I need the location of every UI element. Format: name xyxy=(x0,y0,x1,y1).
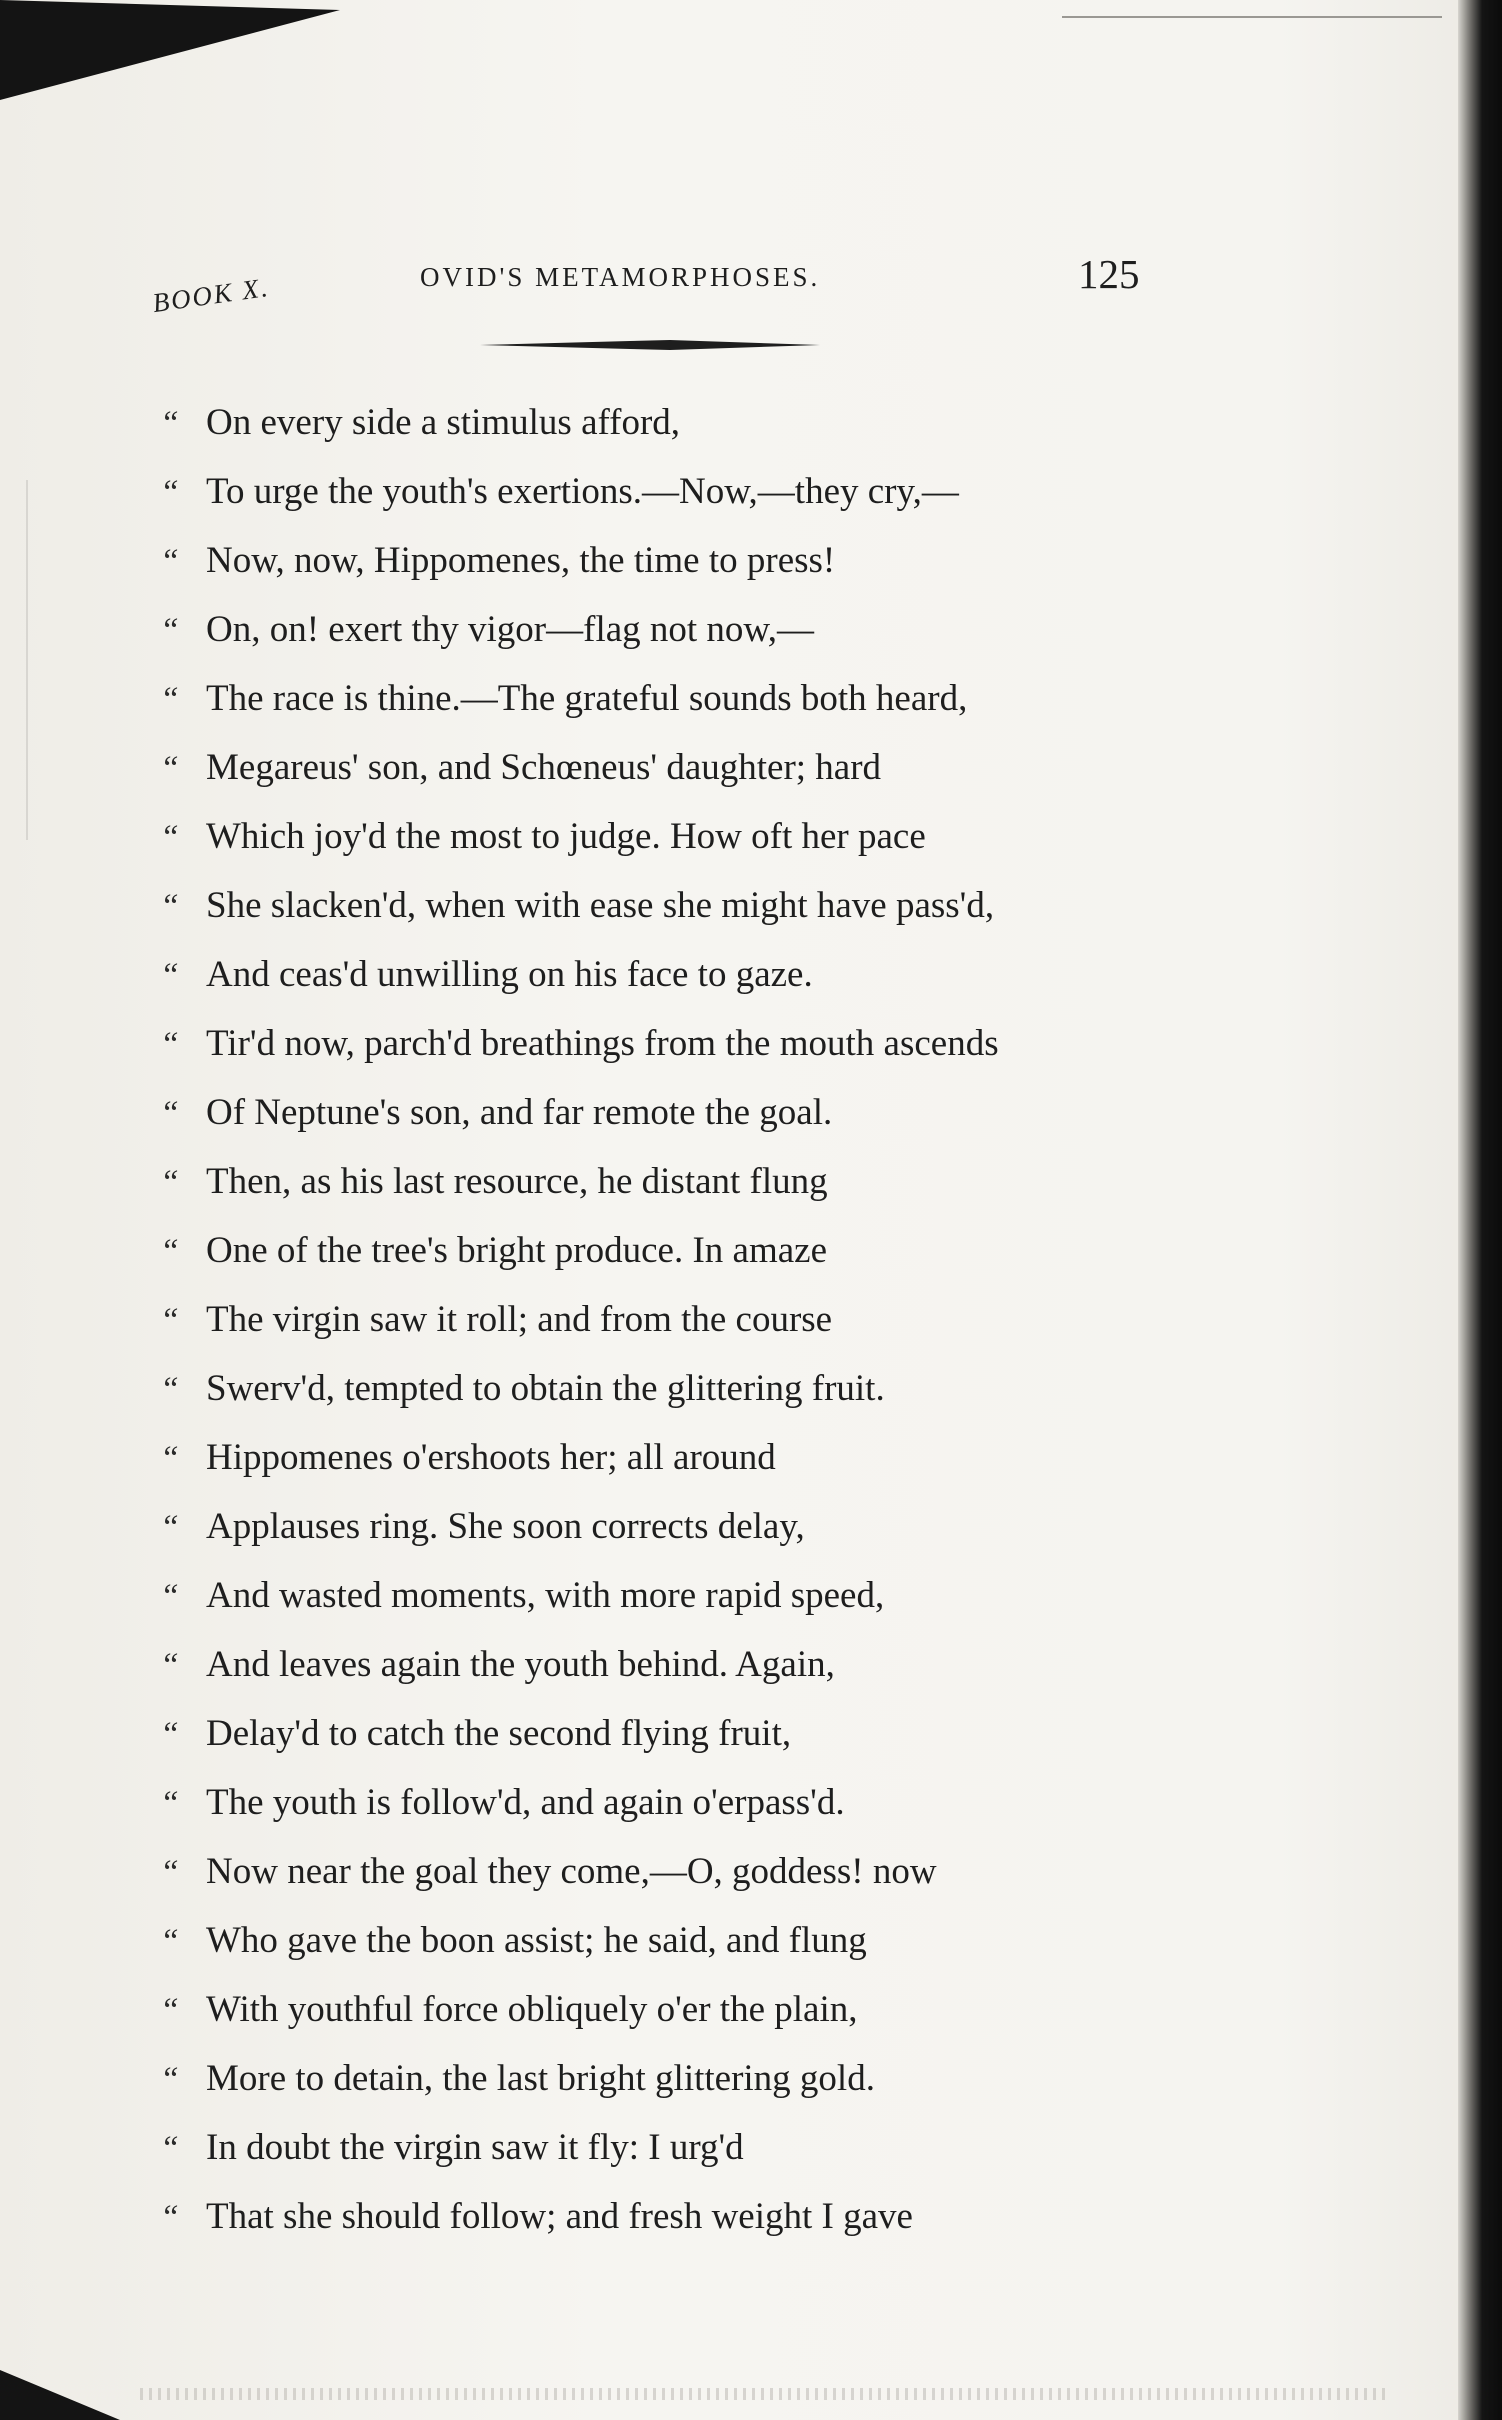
quotation-mark: “ xyxy=(160,1371,179,1408)
verse-line-text: Delay'd to catch the second flying fruit, xyxy=(206,1713,792,1754)
verse-line-text: She slacken'd, when with ease she might have pass'd, xyxy=(206,885,995,926)
quotation-mark: “ xyxy=(160,405,179,442)
quotation-mark: “ xyxy=(160,957,179,994)
verse-line xyxy=(160,1906,999,1975)
quotation-mark: “ xyxy=(160,1854,179,1891)
verse-line-text: In doubt the virgin saw it fly: I urg'd xyxy=(206,2127,744,2168)
verse-line xyxy=(160,1285,999,1354)
verse-line xyxy=(160,526,999,595)
verse-line-text: To urge the youth's exertions.—Now,—they cry,— xyxy=(206,471,959,512)
quotation-mark: “ xyxy=(160,1578,179,1615)
verse-line-text: Which joy'd the most to judge. How oft her pace xyxy=(206,816,926,857)
verse-passage xyxy=(160,388,999,2251)
left-edge-mark xyxy=(26,480,28,840)
verse-line-text: The race is thine.—The grateful sounds both heard, xyxy=(206,678,968,719)
quotation-mark: “ xyxy=(160,819,179,856)
running-header xyxy=(0,0,1502,380)
verse-line-text: Of Neptune's son, and far remote the goal. xyxy=(206,1092,833,1133)
verse-line-text: With youthful force obliquely o'er the plain, xyxy=(206,1989,858,2030)
verse-line-text: And ceas'd unwilling on his face to gaze. xyxy=(206,954,813,995)
verse-line xyxy=(160,1975,999,2044)
verse-line xyxy=(160,802,999,871)
quotation-mark: “ xyxy=(160,612,179,649)
quotation-mark: “ xyxy=(160,1026,179,1063)
verse-line-text: Swerv'd, tempted to obtain the glittering fruit. xyxy=(206,1368,885,1409)
verse-line-text: Who gave the boon assist; he said, and flung xyxy=(206,1920,867,1961)
verse-line-text: More to detain, the last bright glittering gold. xyxy=(206,2058,875,2099)
quotation-mark: “ xyxy=(160,1164,179,1201)
quotation-mark: “ xyxy=(160,1233,179,1270)
verse-line xyxy=(160,1699,999,1768)
verse-line-text: The youth is follow'd, and again o'erpass'd. xyxy=(206,1782,845,1823)
verse-line-text: On every side a stimulus afford, xyxy=(206,402,681,443)
verse-line xyxy=(160,1354,999,1423)
quotation-mark: “ xyxy=(160,2130,179,2167)
quotation-mark: “ xyxy=(160,2061,179,2098)
quotation-mark: “ xyxy=(160,1923,179,1960)
quotation-mark: “ xyxy=(160,2199,179,2236)
verse-line xyxy=(160,1216,999,1285)
running-title: OVID'S METAMORPHOSES. xyxy=(420,262,821,292)
verse-line xyxy=(160,457,999,526)
quotation-mark: “ xyxy=(160,1095,179,1132)
verse-line xyxy=(160,1009,999,1078)
verse-line-text: Then, as his last resource, he distant flung xyxy=(206,1161,828,1202)
quotation-mark: “ xyxy=(160,1647,179,1684)
verse-line xyxy=(160,1078,999,1147)
quotation-mark: “ xyxy=(160,1992,179,2029)
verse-line-text: Now near the goal they come,—O, goddess! now xyxy=(206,1851,937,1892)
verse-line xyxy=(160,664,999,733)
page-number: 125 xyxy=(1078,251,1140,297)
quotation-mark: “ xyxy=(160,474,179,511)
verse-line-text: Now, now, Hippomenes, the time to press! xyxy=(206,540,836,581)
verse-line-text: And leaves again the youth behind. Again, xyxy=(206,1644,835,1685)
quotation-mark: “ xyxy=(160,1440,179,1477)
verse-line-text: One of the tree's bright produce. In amaze xyxy=(206,1230,828,1271)
quotation-mark: “ xyxy=(160,1302,179,1339)
quotation-mark: “ xyxy=(160,543,179,580)
verse-line-text: That she should follow; and fresh weight I gave xyxy=(206,2196,913,2237)
verse-line xyxy=(160,1423,999,1492)
verse-line-text: Megareus' son, and Schœneus' daughter; hard xyxy=(206,747,882,788)
verse-line xyxy=(160,2044,999,2113)
book-label: BOOK X. xyxy=(150,271,272,319)
verse-line xyxy=(160,2182,999,2251)
verse-line xyxy=(160,1630,999,1699)
page-bottom-smudge xyxy=(140,2388,1390,2400)
verse-line-text: And wasted moments, with more rapid speed, xyxy=(206,1575,885,1616)
quotation-mark: “ xyxy=(160,1509,179,1546)
verse-line xyxy=(160,1561,999,1630)
quotation-mark: “ xyxy=(160,1716,179,1753)
verse-line-text: Applauses ring. She soon corrects delay, xyxy=(206,1506,805,1547)
verse-line-text: Tir'd now, parch'd breathings from the mouth ascends xyxy=(206,1023,999,1064)
quotation-mark: “ xyxy=(160,750,179,787)
verse-line xyxy=(160,388,999,457)
verse-line xyxy=(160,595,999,664)
verse-line xyxy=(160,1147,999,1216)
corner-wedge-bottom xyxy=(0,2360,140,2420)
verse-line xyxy=(160,2113,999,2182)
verse-line-text: Hippomenes o'ershoots her; all around xyxy=(206,1437,776,1478)
quotation-mark: “ xyxy=(160,681,179,718)
verse-line xyxy=(160,733,999,802)
quotation-mark: “ xyxy=(160,888,179,925)
verse-line xyxy=(160,1768,999,1837)
verse-line xyxy=(160,940,999,1009)
verse-line-text: On, on! exert thy vigor—flag not now,— xyxy=(206,609,814,650)
verse-line xyxy=(160,1837,999,1906)
verse-line-text: The virgin saw it roll; and from the course xyxy=(206,1299,833,1340)
quotation-mark: “ xyxy=(160,1785,179,1822)
header-rule-ornament xyxy=(480,338,820,352)
verse-line xyxy=(160,1492,999,1561)
verse-line xyxy=(160,871,999,940)
